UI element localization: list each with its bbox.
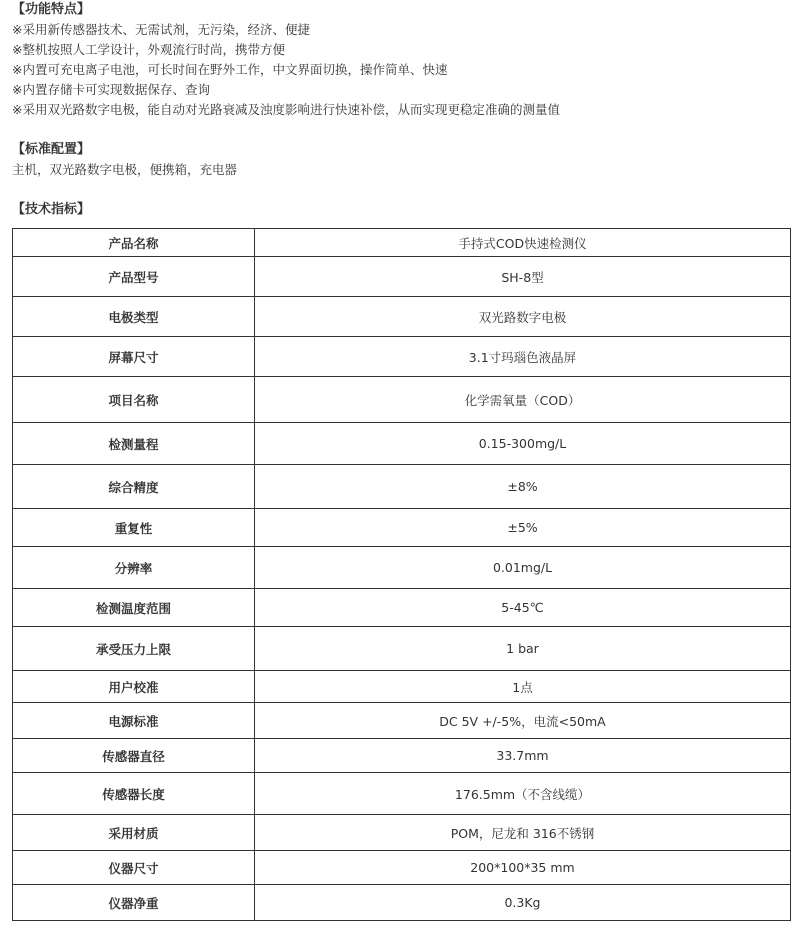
spec-value: 1点 — [255, 671, 791, 703]
spec-value: 1 bar — [255, 627, 791, 671]
spec-value: 手持式COD快速检测仪 — [255, 229, 791, 257]
table-row — [13, 851, 791, 885]
table-row — [13, 627, 791, 671]
spec-value: 化学需氧量（COD） — [255, 377, 791, 423]
table-row — [13, 377, 791, 423]
config-text: 主机，双光路数字电极，便携箱，充电器 — [12, 162, 238, 177]
spec-key: 产品型号 — [13, 257, 255, 297]
feature-item: ※采用双光路数字电极，能自动对光路衰减及浊度影响进行快速补偿，从而实现更稳定准确的测量值 — [12, 102, 560, 117]
spec-key: 承受压力上限 — [13, 627, 255, 671]
table-row — [13, 297, 791, 337]
table-row — [13, 465, 791, 509]
spec-key: 分辨率 — [13, 547, 255, 589]
spec-key: 综合精度 — [13, 465, 255, 509]
spec-value: 200*100*35 mm — [255, 851, 791, 885]
spec-key: 检测温度范围 — [13, 589, 255, 627]
table-row — [13, 257, 791, 297]
spec-table — [12, 228, 791, 921]
spec-value: 双光路数字电极 — [255, 297, 791, 337]
spec-key: 用户校准 — [13, 671, 255, 703]
config-heading: 【标准配置】 — [12, 142, 91, 157]
spec-key: 重复性 — [13, 509, 255, 547]
spec-value: POM，尼龙和 316不锈钢 — [255, 815, 791, 851]
spec-value: 0.3Kg — [255, 885, 791, 921]
spec-key: 采用材质 — [13, 815, 255, 851]
spec-value: ±8% — [255, 465, 791, 509]
table-row — [13, 885, 791, 921]
spec-key: 仪器尺寸 — [13, 851, 255, 885]
spec-key: 产品名称 — [13, 229, 255, 257]
spec-value: 5-45℃ — [255, 589, 791, 627]
spacer — [12, 120, 788, 140]
spec-value: 176.5mm（不含线缆） — [255, 773, 791, 815]
spec-value: 0.01mg/L — [255, 547, 791, 589]
spec-value: ±5% — [255, 509, 791, 547]
table-row — [13, 773, 791, 815]
feature-item: ※整机按照人工学设计，外观流行时尚，携带方便 — [12, 42, 285, 57]
spec-value: DC 5V +/-5%，电流<50mA — [255, 703, 791, 739]
table-row — [13, 547, 791, 589]
feature-item: ※采用新传感器技术、无需试剂，无污染，经济、便捷 — [12, 22, 310, 37]
table-row — [13, 739, 791, 773]
spec-key: 项目名称 — [13, 377, 255, 423]
spec-value: 3.1寸玛瑙色液晶屏 — [255, 337, 791, 377]
table-row — [13, 703, 791, 739]
spec-key: 仪器净重 — [13, 885, 255, 921]
spec-key: 传感器长度 — [13, 773, 255, 815]
spec-value: SH-8型 — [255, 257, 791, 297]
feature-item: ※内置存储卡可实现数据保存、查询 — [12, 82, 210, 97]
table-row — [13, 589, 791, 627]
spec-value: 33.7mm — [255, 739, 791, 773]
table-row — [13, 671, 791, 703]
spec-key: 电极类型 — [13, 297, 255, 337]
spacer — [12, 180, 788, 200]
spec-key: 检测量程 — [13, 423, 255, 465]
table-row — [13, 815, 791, 851]
table-row — [13, 337, 791, 377]
table-row — [13, 423, 791, 465]
features-heading: 【功能特点】 — [12, 2, 91, 17]
spec-key: 电源标准 — [13, 703, 255, 739]
feature-item: ※内置可充电离子电池，可长时间在野外工作，中文界面切换，操作简单、快速 — [12, 62, 448, 77]
document-body — [12, 0, 788, 220]
table-row — [13, 509, 791, 547]
spec-value: 0.15-300mg/L — [255, 423, 791, 465]
specs-heading: 【技术指标】 — [12, 202, 91, 217]
spec-key: 传感器直径 — [13, 739, 255, 773]
table-row — [13, 229, 791, 257]
spec-key: 屏幕尺寸 — [13, 337, 255, 377]
